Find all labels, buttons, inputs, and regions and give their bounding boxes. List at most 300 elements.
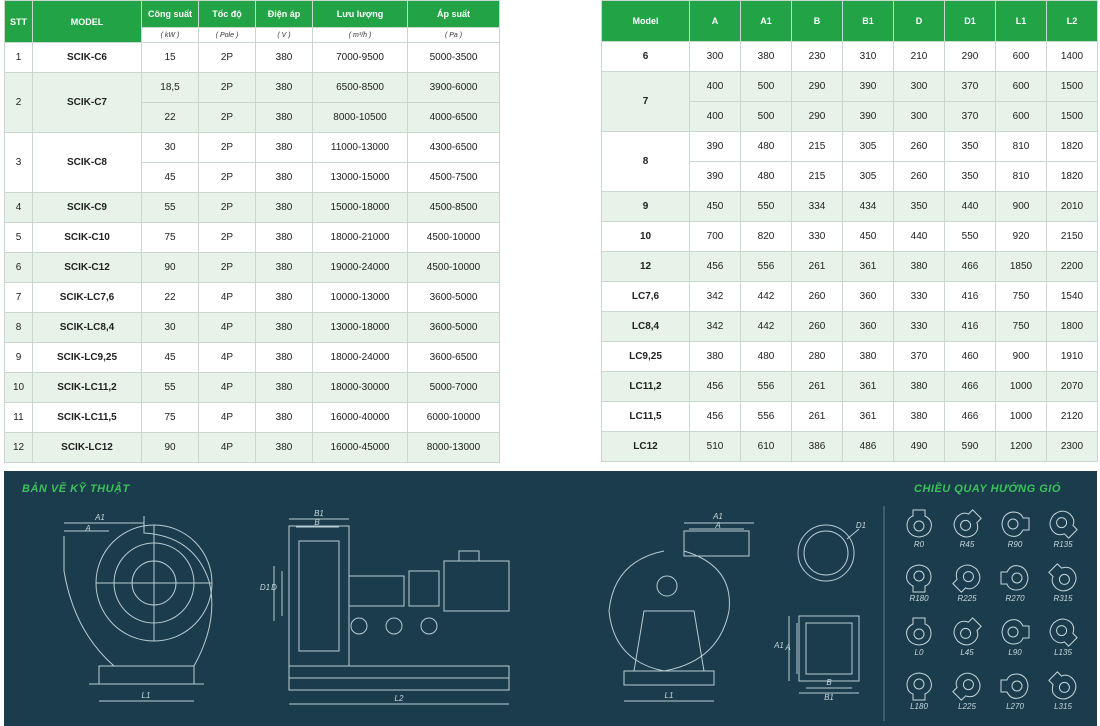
value-cell: 380 (894, 372, 945, 402)
value-cell: 30 (142, 313, 199, 343)
value-cell: 550 (741, 192, 792, 222)
value-cell: 700 (690, 222, 741, 252)
table-row (602, 372, 1098, 402)
value-cell: 18000-24000 (313, 343, 408, 373)
value-cell: 610 (741, 432, 792, 462)
dim-label-b1-outlet: B1 (824, 693, 834, 702)
value-cell: 90 (142, 253, 199, 283)
value-cell: 442 (741, 312, 792, 342)
dim-label-a1: A1 (95, 513, 105, 522)
technical-drawing-panel (4, 471, 1097, 726)
dimension-table (601, 0, 1098, 462)
value-cell: 13000-18000 (313, 313, 408, 343)
value-cell: 456 (690, 372, 741, 402)
value-cell: 300 (894, 72, 945, 102)
model-cell: 6 (602, 42, 690, 72)
stt-cell: 11 (5, 403, 33, 433)
value-cell: 4P (199, 343, 256, 373)
value-cell: 75 (142, 403, 199, 433)
dim-label-a1-rear: A1 (713, 512, 723, 521)
value-cell: 2P (199, 223, 256, 253)
value-cell: 1910 (1047, 342, 1098, 372)
stt-cell: 10 (5, 373, 33, 403)
spec-header-cell: Lưu lượng (313, 1, 408, 28)
stt-cell: 6 (5, 253, 33, 283)
spec-header-cell: Điện áp (256, 1, 313, 28)
dim-label-l1-front: L1 (141, 691, 151, 700)
table-row (602, 192, 1098, 222)
value-cell: 6000-10000 (408, 403, 500, 433)
value-cell: 600 (996, 42, 1047, 72)
spec-unit-cell: ( m³/h ) (313, 28, 408, 43)
value-cell: 4P (199, 373, 256, 403)
value-cell: 350 (945, 132, 996, 162)
fan-orientation-icon (995, 558, 1035, 596)
value-cell: 2120 (1047, 402, 1098, 432)
value-cell: 2P (199, 163, 256, 193)
value-cell: 75 (142, 223, 199, 253)
value-cell: 440 (894, 222, 945, 252)
rotation-label: R270 (1005, 594, 1025, 603)
value-cell: 456 (690, 402, 741, 432)
value-cell: 370 (945, 102, 996, 132)
spec-header-cell: Áp suất (408, 1, 500, 28)
value-cell: 450 (690, 192, 741, 222)
fan-orientation-icon (947, 612, 987, 650)
value-cell: 380 (256, 193, 313, 223)
model-cell: LC12 (602, 432, 690, 462)
value-cell: 556 (741, 402, 792, 432)
value-cell: 18000-21000 (313, 223, 408, 253)
rotation-item (1043, 558, 1083, 610)
spec-unit-cell: ( Pole ) (199, 28, 256, 43)
fan-orientation-icon (1043, 666, 1083, 704)
value-cell: 300 (894, 102, 945, 132)
value-cell: 261 (792, 402, 843, 432)
dim-label-d1-flange: D1 (855, 521, 867, 530)
flange-drawing (798, 525, 859, 581)
value-cell: 900 (996, 192, 1047, 222)
dim-header-cell: L2 (1047, 1, 1098, 42)
value-cell: 16000-45000 (313, 433, 408, 463)
value-cell: 290 (945, 42, 996, 72)
table-row (5, 283, 500, 313)
value-cell: 215 (792, 162, 843, 192)
dim-header-cell: B (792, 1, 843, 42)
value-cell: 19000-24000 (313, 253, 408, 283)
rotation-item (947, 666, 987, 718)
spec-header-row (5, 1, 500, 28)
dim-header-cell: L1 (996, 1, 1047, 42)
table-row (602, 312, 1098, 342)
value-cell: 456 (690, 252, 741, 282)
model-cell: 7 (602, 72, 690, 132)
table-row (5, 313, 500, 343)
value-cell: 22 (142, 103, 199, 133)
value-cell: 400 (690, 72, 741, 102)
rotation-label: R135 (1053, 540, 1073, 549)
value-cell: 600 (996, 72, 1047, 102)
rotation-label: R45 (959, 540, 975, 549)
rotation-title: CHIỀU QUAY HƯỚNG GIÓ (914, 483, 1061, 495)
rotation-item (1043, 504, 1083, 556)
value-cell: 305 (843, 132, 894, 162)
rotation-item (899, 612, 939, 664)
spec-header-cell: MODEL (33, 1, 142, 43)
dim-label-a-outlet: A (785, 643, 791, 652)
value-cell: 4500-8500 (408, 193, 500, 223)
value-cell: 400 (690, 102, 741, 132)
value-cell: 334 (792, 192, 843, 222)
value-cell: 810 (996, 132, 1047, 162)
table-row (602, 72, 1098, 102)
value-cell: 5000-7000 (408, 373, 500, 403)
rotation-label: R225 (957, 594, 977, 603)
model-cell: SCIK-LC11,5 (33, 403, 142, 433)
value-cell: 1200 (996, 432, 1047, 462)
stt-cell: 3 (5, 133, 33, 193)
value-cell: 210 (894, 42, 945, 72)
fan-orientation-icon (947, 666, 987, 704)
value-cell: 361 (843, 372, 894, 402)
spec-header-cell: Tốc độ (199, 1, 256, 28)
table-row (602, 342, 1098, 372)
table-row (5, 193, 500, 223)
fan-orientation-icon (947, 558, 987, 596)
value-cell: 1500 (1047, 72, 1098, 102)
value-cell: 2010 (1047, 192, 1098, 222)
value-cell: 380 (894, 402, 945, 432)
value-cell: 380 (256, 103, 313, 133)
value-cell: 510 (690, 432, 741, 462)
value-cell: 55 (142, 373, 199, 403)
spec-unit-cell: ( kW ) (142, 28, 199, 43)
value-cell: 2P (199, 73, 256, 103)
fan-orientation-icon (1043, 612, 1083, 650)
value-cell: 55 (142, 193, 199, 223)
value-cell: 386 (792, 432, 843, 462)
value-cell: 2070 (1047, 372, 1098, 402)
value-cell: 361 (843, 402, 894, 432)
spec-unit-cell: ( Pa ) (408, 28, 500, 43)
stt-cell: 12 (5, 433, 33, 463)
value-cell: 4P (199, 313, 256, 343)
stt-cell: 5 (5, 223, 33, 253)
value-cell: 16000-40000 (313, 403, 408, 433)
dim-label-b-outlet: B (826, 678, 832, 687)
spec-table-head (5, 1, 500, 43)
value-cell: 500 (741, 102, 792, 132)
value-cell: 380 (843, 342, 894, 372)
table-row (5, 133, 500, 163)
value-cell: 380 (256, 343, 313, 373)
table-row (5, 223, 500, 253)
fan-orientation-icon (899, 666, 939, 704)
table-row (602, 222, 1098, 252)
dimension-table-body (602, 42, 1098, 462)
value-cell: 342 (690, 282, 741, 312)
value-cell: 450 (843, 222, 894, 252)
stt-cell: 1 (5, 43, 33, 73)
value-cell: 4500-10000 (408, 223, 500, 253)
value-cell: 900 (996, 342, 1047, 372)
table-row (602, 282, 1098, 312)
fan-orientation-icon (995, 504, 1035, 542)
value-cell: 330 (894, 312, 945, 342)
table-row (602, 432, 1098, 462)
model-cell: SCIK-C9 (33, 193, 142, 223)
value-cell: 466 (945, 402, 996, 432)
dim-label-a: A (85, 524, 91, 533)
rotation-label: R0 (913, 540, 925, 549)
table-row (602, 42, 1098, 72)
value-cell: 390 (690, 162, 741, 192)
rotation-item (899, 558, 939, 610)
value-cell: 600 (996, 102, 1047, 132)
value-cell: 4P (199, 283, 256, 313)
dim-label-l2: L2 (394, 694, 404, 703)
rotation-label: R315 (1053, 594, 1073, 603)
value-cell: 7000-9500 (313, 43, 408, 73)
rotation-label: L90 (1008, 648, 1022, 657)
value-cell: 3600-5000 (408, 283, 500, 313)
value-cell: 480 (741, 162, 792, 192)
table-row (602, 252, 1098, 282)
table-row (5, 373, 500, 403)
value-cell: 750 (996, 312, 1047, 342)
value-cell: 380 (256, 373, 313, 403)
value-cell: 390 (843, 72, 894, 102)
value-cell: 260 (792, 282, 843, 312)
table-row (5, 253, 500, 283)
dim-header-cell: Model (602, 1, 690, 42)
value-cell: 380 (256, 133, 313, 163)
spec-header-cell: Công suất (142, 1, 199, 28)
value-cell: 1540 (1047, 282, 1098, 312)
value-cell: 434 (843, 192, 894, 222)
dim-header-cell: D1 (945, 1, 996, 42)
rotation-label: L45 (960, 648, 974, 657)
value-cell: 361 (843, 252, 894, 282)
value-cell: 11000-13000 (313, 133, 408, 163)
value-cell: 4P (199, 403, 256, 433)
value-cell: 4500-7500 (408, 163, 500, 193)
value-cell: 230 (792, 42, 843, 72)
rear-view-drawing (609, 523, 754, 701)
value-cell: 280 (792, 342, 843, 372)
dim-label-d1: D1 (259, 583, 271, 592)
rotation-label: L0 (914, 648, 924, 657)
value-cell: 440 (945, 192, 996, 222)
value-cell: 380 (256, 313, 313, 343)
value-cell: 5000-3500 (408, 43, 500, 73)
spec-unit-cell: ( V ) (256, 28, 313, 43)
value-cell: 45 (142, 343, 199, 373)
value-cell: 920 (996, 222, 1047, 252)
value-cell: 15000-18000 (313, 193, 408, 223)
rotation-label: L180 (910, 702, 928, 711)
value-cell: 4500-10000 (408, 253, 500, 283)
value-cell: 590 (945, 432, 996, 462)
value-cell: 380 (690, 342, 741, 372)
model-cell: SCIK-C8 (33, 133, 142, 193)
value-cell: 480 (741, 342, 792, 372)
dim-label-l1-rear: L1 (664, 691, 674, 700)
value-cell: 2150 (1047, 222, 1098, 252)
value-cell: 1400 (1047, 42, 1098, 72)
dimension-table-head (602, 1, 1098, 42)
value-cell: 6500-8500 (313, 73, 408, 103)
value-cell: 22 (142, 283, 199, 313)
fan-orientation-icon (995, 612, 1035, 650)
value-cell: 3600-5000 (408, 313, 500, 343)
model-cell: LC8,4 (602, 312, 690, 342)
value-cell: 330 (894, 282, 945, 312)
value-cell: 350 (945, 162, 996, 192)
value-cell: 90 (142, 433, 199, 463)
value-cell: 261 (792, 372, 843, 402)
value-cell: 466 (945, 252, 996, 282)
fan-orientation-icon (899, 504, 939, 542)
value-cell: 1500 (1047, 102, 1098, 132)
value-cell: 3900-6000 (408, 73, 500, 103)
value-cell: 390 (843, 102, 894, 132)
dim-header-cell: B1 (843, 1, 894, 42)
table-row (602, 402, 1098, 432)
value-cell: 556 (741, 252, 792, 282)
value-cell: 290 (792, 102, 843, 132)
value-cell: 380 (256, 283, 313, 313)
value-cell: 261 (792, 252, 843, 282)
value-cell: 2P (199, 103, 256, 133)
value-cell: 380 (256, 163, 313, 193)
value-cell: 4000-6500 (408, 103, 500, 133)
value-cell: 380 (256, 223, 313, 253)
value-cell: 290 (792, 72, 843, 102)
model-cell: 8 (602, 132, 690, 192)
value-cell: 490 (894, 432, 945, 462)
rotation-label: R90 (1007, 540, 1023, 549)
table-row (5, 343, 500, 373)
value-cell: 260 (792, 312, 843, 342)
value-cell: 820 (741, 222, 792, 252)
rotation-label: L270 (1006, 702, 1024, 711)
value-cell: 1850 (996, 252, 1047, 282)
value-cell: 13000-15000 (313, 163, 408, 193)
value-cell: 1000 (996, 402, 1047, 432)
rotation-item (899, 504, 939, 556)
value-cell: 1000 (996, 372, 1047, 402)
table-row (5, 43, 500, 73)
rotation-item (995, 666, 1035, 718)
value-cell: 480 (741, 132, 792, 162)
rotation-label: R180 (909, 594, 929, 603)
front-view-drawing (64, 516, 212, 701)
value-cell: 300 (690, 42, 741, 72)
dim-label-b1: B1 (314, 509, 324, 518)
value-cell: 2P (199, 43, 256, 73)
value-cell: 1800 (1047, 312, 1098, 342)
value-cell: 2P (199, 193, 256, 223)
dim-header-row (602, 1, 1098, 42)
value-cell: 350 (894, 192, 945, 222)
dim-label-a-rear: A (715, 521, 721, 530)
rotation-item (995, 612, 1035, 664)
rotation-item (995, 558, 1035, 610)
rotation-item (995, 504, 1035, 556)
rotation-item (1043, 666, 1083, 718)
value-cell: 550 (945, 222, 996, 252)
value-cell: 416 (945, 282, 996, 312)
dim-header-cell: D (894, 1, 945, 42)
fan-orientation-icon (899, 558, 939, 596)
value-cell: 556 (741, 372, 792, 402)
value-cell: 330 (792, 222, 843, 252)
value-cell: 1820 (1047, 162, 1098, 192)
fan-orientation-icon (947, 504, 987, 542)
value-cell: 750 (996, 282, 1047, 312)
model-cell: 12 (602, 252, 690, 282)
spec-table (4, 0, 500, 463)
value-cell: 500 (741, 72, 792, 102)
value-cell: 4P (199, 433, 256, 463)
value-cell: 2P (199, 253, 256, 283)
value-cell: 18,5 (142, 73, 199, 103)
value-cell: 45 (142, 163, 199, 193)
value-cell: 380 (256, 433, 313, 463)
spec-table-body (5, 43, 500, 463)
value-cell: 10000-13000 (313, 283, 408, 313)
value-cell: 390 (690, 132, 741, 162)
drawing-title: BẢN VẼ KỸ THUẬT (22, 483, 130, 495)
spec-header-cell: STT (5, 1, 33, 43)
table-row (5, 403, 500, 433)
value-cell: 380 (256, 403, 313, 433)
rotation-label: L315 (1054, 702, 1072, 711)
value-cell: 18000-30000 (313, 373, 408, 403)
value-cell: 2P (199, 133, 256, 163)
value-cell: 4300-6500 (408, 133, 500, 163)
value-cell: 380 (894, 252, 945, 282)
stt-cell: 7 (5, 283, 33, 313)
rotation-label: L135 (1054, 648, 1072, 657)
value-cell: 380 (256, 73, 313, 103)
model-cell: 9 (602, 192, 690, 222)
value-cell: 466 (945, 372, 996, 402)
value-cell: 2200 (1047, 252, 1098, 282)
rotation-item (947, 558, 987, 610)
side-view-drawing (274, 519, 509, 704)
dim-header-cell: A (690, 1, 741, 42)
value-cell: 305 (843, 162, 894, 192)
model-cell: SCIK-LC9,25 (33, 343, 142, 373)
value-cell: 3600-6500 (408, 343, 500, 373)
fan-orientation-icon (995, 666, 1035, 704)
model-cell: SCIK-LC8,4 (33, 313, 142, 343)
model-cell: LC7,6 (602, 282, 690, 312)
value-cell: 380 (741, 42, 792, 72)
model-cell: LC11,5 (602, 402, 690, 432)
model-cell: SCIK-C10 (33, 223, 142, 253)
value-cell: 380 (256, 43, 313, 73)
value-cell: 310 (843, 42, 894, 72)
value-cell: 370 (945, 72, 996, 102)
value-cell: 380 (256, 253, 313, 283)
model-cell: SCIK-LC7,6 (33, 283, 142, 313)
value-cell: 215 (792, 132, 843, 162)
value-cell: 260 (894, 162, 945, 192)
value-cell: 2300 (1047, 432, 1098, 462)
